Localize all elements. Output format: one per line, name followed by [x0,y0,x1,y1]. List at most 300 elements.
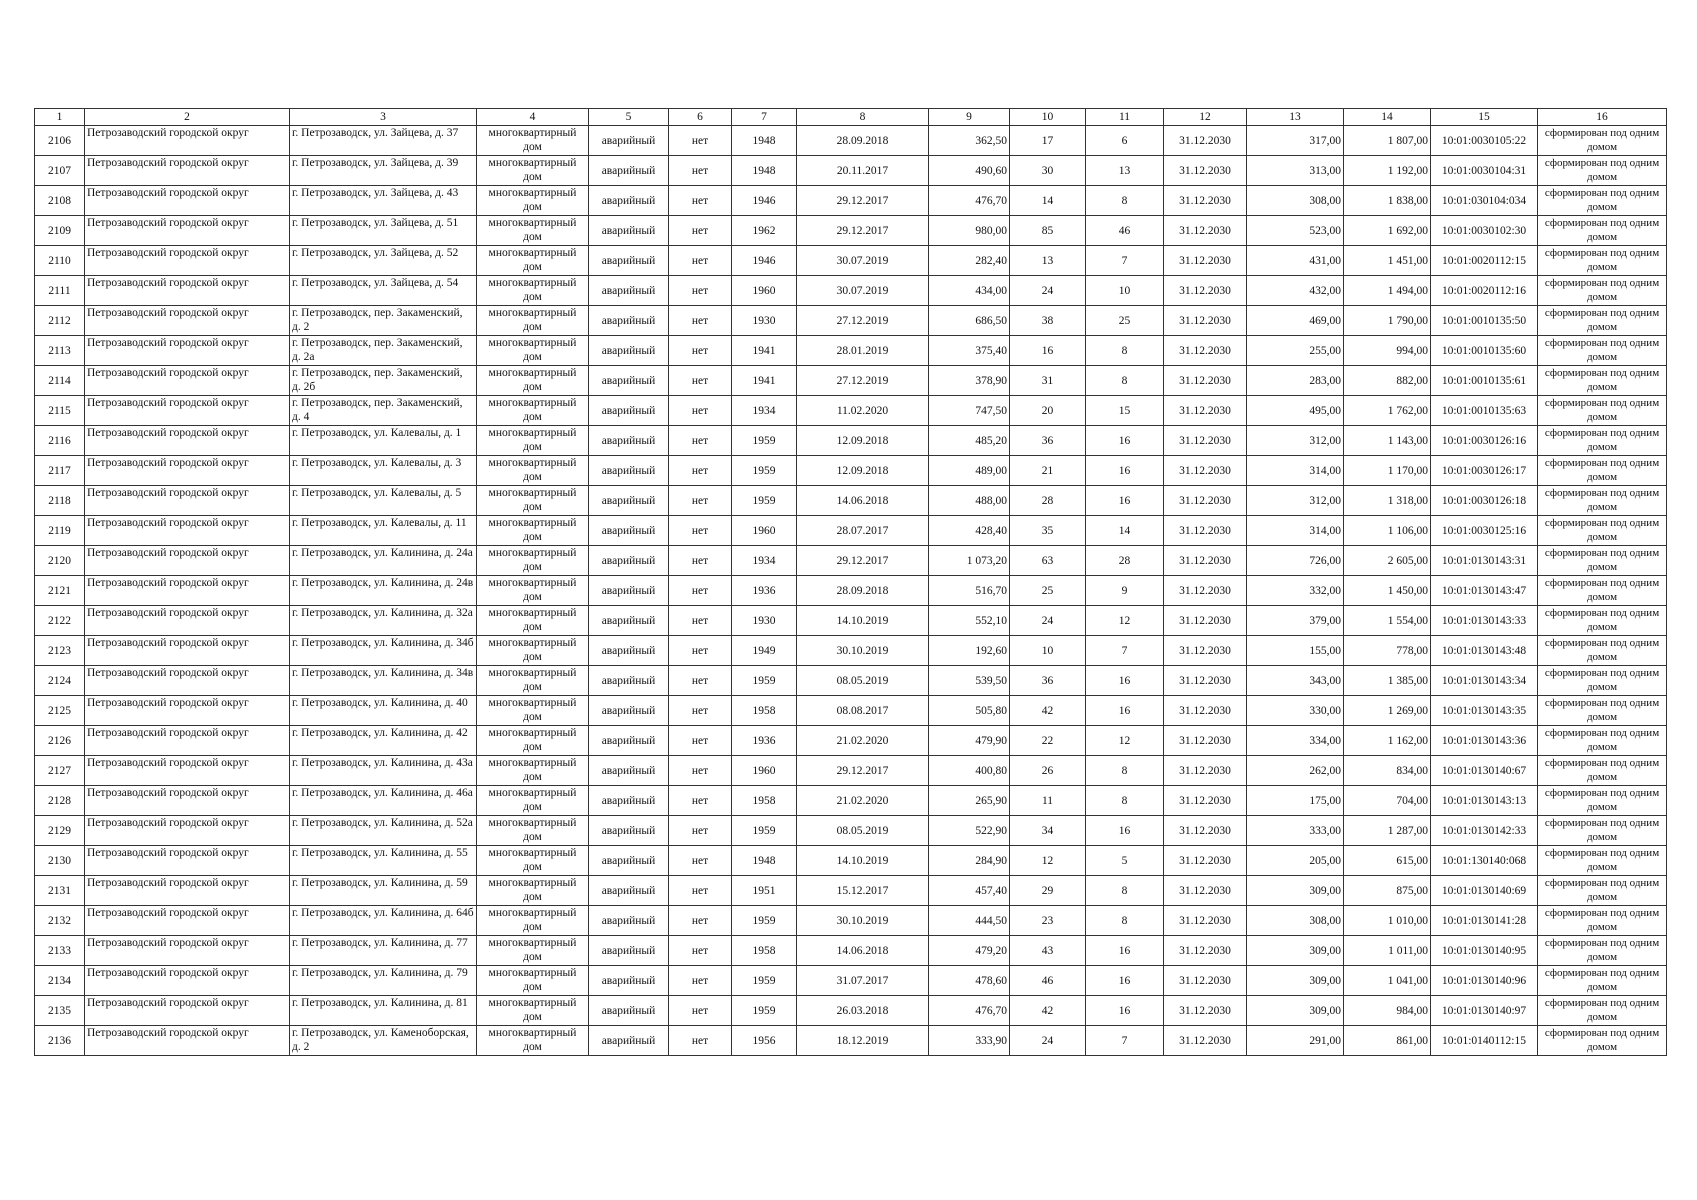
cell-cadastral-number: 10:01:0130143:47 [1431,576,1538,606]
cell-land-status: сформирован под одним домом [1538,276,1667,306]
cell-residents: 29 [1010,876,1086,906]
table-row [35,216,1667,246]
table-row [35,876,1667,906]
cell-cadastral-number: 10:01:0030105:22 [1431,126,1538,156]
housing-registry-table [34,108,1667,1056]
table-row [35,846,1667,876]
cell-relocation-date: 31.12.2030 [1164,1026,1247,1056]
cell-area-2: 343,00 [1247,666,1344,696]
cell-build-year: 1941 [732,366,797,396]
cell-area-2: 332,00 [1247,576,1344,606]
cell-row-number: 2107 [35,156,85,186]
cell-apartments: 16 [1086,936,1164,966]
cell-cadastral-number: 10:01:0010135:50 [1431,306,1538,336]
cell-condition: аварийный [589,666,669,696]
cell-relocation-date: 31.12.2030 [1164,756,1247,786]
cell-build-year: 1946 [732,186,797,216]
table-row [35,936,1667,966]
cell-build-year: 1959 [732,816,797,846]
column-header-10: 10 [1010,109,1086,126]
cell-address: г. Петрозаводск, ул. Зайцева, д. 54 [290,276,477,306]
cell-cadastral-number: 10:01:0130140:95 [1431,936,1538,966]
cell-municipality: Петрозаводский городской округ [85,606,290,636]
cell-address: г. Петрозаводск, ул. Калинина, д. 40 [290,696,477,726]
cell-area-2: 155,00 [1247,636,1344,666]
cell-unsafe-flag: нет [669,906,732,936]
cell-building-type: многоквартирный дом [477,246,589,276]
cell-cadastral-number: 10:01:0130140:69 [1431,876,1538,906]
cell-condition: аварийный [589,876,669,906]
cell-condition: аварийный [589,516,669,546]
cell-area-2: 309,00 [1247,996,1344,1026]
cell-apartments: 16 [1086,666,1164,696]
cell-build-year: 1948 [732,156,797,186]
cell-area: 400,80 [929,756,1010,786]
cell-unsafe-flag: нет [669,516,732,546]
cell-building-type: многоквартирный дом [477,456,589,486]
column-header-1: 1 [35,109,85,126]
cell-build-year: 1941 [732,336,797,366]
cell-apartments: 16 [1086,996,1164,1026]
cell-row-number: 2113 [35,336,85,366]
cell-address: г. Петрозаводск, ул. Калинина, д. 32а [290,606,477,636]
cell-build-year: 1951 [732,876,797,906]
cell-land-status: сформирован под одним домом [1538,516,1667,546]
cell-apartments: 8 [1086,876,1164,906]
cell-address: г. Петрозаводск, ул. Калинина, д. 42 [290,726,477,756]
cell-land-area: 1 838,00 [1344,186,1431,216]
cell-row-number: 2126 [35,726,85,756]
cell-row-number: 2116 [35,426,85,456]
cell-residents: 13 [1010,246,1086,276]
cell-municipality: Петрозаводский городской округ [85,906,290,936]
cell-building-type: многоквартирный дом [477,876,589,906]
cell-area: 428,40 [929,516,1010,546]
cell-land-area: 1 450,00 [1344,576,1431,606]
column-header-5: 5 [589,109,669,126]
cell-address: г. Петрозаводск, ул. Зайцева, д. 37 [290,126,477,156]
cell-land-area: 1 170,00 [1344,456,1431,486]
cell-apartments: 16 [1086,696,1164,726]
cell-unsafe-flag: нет [669,576,732,606]
cell-relocation-date: 31.12.2030 [1164,666,1247,696]
cell-building-type: многоквартирный дом [477,156,589,186]
cell-build-year: 1934 [732,396,797,426]
cell-apartments: 8 [1086,906,1164,936]
cell-unsafe-flag: нет [669,846,732,876]
table-row [35,456,1667,486]
cell-land-status: сформирован под одним домом [1538,816,1667,846]
cell-build-year: 1960 [732,756,797,786]
column-header-11: 11 [1086,109,1164,126]
cell-residents: 36 [1010,426,1086,456]
table-body [35,126,1667,1056]
cell-land-status: сформирован под одним домом [1538,186,1667,216]
cell-cadastral-number: 10:01:0010135:63 [1431,396,1538,426]
cell-land-status: сформирован под одним домом [1538,906,1667,936]
cell-address: г. Петрозаводск, ул. Калинина, д. 59 [290,876,477,906]
cell-municipality: Петрозаводский городской округ [85,696,290,726]
cell-address: г. Петрозаводск, пер. Закаменский, д. 4 [290,396,477,426]
column-header-13: 13 [1247,109,1344,126]
cell-area-2: 205,00 [1247,846,1344,876]
cell-residents: 30 [1010,156,1086,186]
cell-address: г. Петрозаводск, ул. Зайцева, д. 51 [290,216,477,246]
cell-area-2: 255,00 [1247,336,1344,366]
cell-residents: 35 [1010,516,1086,546]
cell-condition: аварийный [589,1026,669,1056]
cell-address: г. Петрозаводск, ул. Зайцева, д. 39 [290,156,477,186]
cell-area-2: 432,00 [1247,276,1344,306]
cell-apartments: 25 [1086,306,1164,336]
cell-municipality: Петрозаводский городской округ [85,336,290,366]
cell-land-status: сформирован под одним домом [1538,996,1667,1026]
cell-area-2: 312,00 [1247,486,1344,516]
cell-relocation-date: 31.12.2030 [1164,696,1247,726]
cell-address: г. Петрозаводск, ул. Калинина, д. 52а [290,816,477,846]
column-header-3: 3 [290,109,477,126]
cell-area-2: 309,00 [1247,876,1344,906]
cell-area-2: 308,00 [1247,186,1344,216]
cell-land-area: 2 605,00 [1344,546,1431,576]
cell-cadastral-number: 10:01:0140112:15 [1431,1026,1538,1056]
cell-land-area: 1 162,00 [1344,726,1431,756]
table-row [35,516,1667,546]
cell-cadastral-number: 10:01:0130143:35 [1431,696,1538,726]
cell-area: 444,50 [929,906,1010,936]
cell-relocation-date: 31.12.2030 [1164,216,1247,246]
cell-condition: аварийный [589,546,669,576]
cell-condition: аварийный [589,906,669,936]
cell-apartments: 46 [1086,216,1164,246]
cell-unsafe-flag: нет [669,426,732,456]
cell-apartments: 16 [1086,456,1164,486]
cell-relocation-date: 31.12.2030 [1164,276,1247,306]
cell-building-type: многоквартирный дом [477,516,589,546]
cell-residents: 26 [1010,756,1086,786]
table-row [35,486,1667,516]
table-row [35,546,1667,576]
cell-unsafe-flag: нет [669,336,732,366]
cell-address: г. Петрозаводск, ул. Зайцева, д. 52 [290,246,477,276]
cell-area: 362,50 [929,126,1010,156]
cell-relocation-date: 31.12.2030 [1164,126,1247,156]
cell-land-status: сформирован под одним домом [1538,786,1667,816]
cell-land-status: сформирован под одним домом [1538,156,1667,186]
column-header-14: 14 [1344,109,1431,126]
cell-land-status: сформирован под одним домом [1538,306,1667,336]
cell-unsafe-flag: нет [669,666,732,696]
cell-municipality: Петрозаводский городской округ [85,156,290,186]
cell-land-status: сформирован под одним домом [1538,966,1667,996]
cell-land-status: сформирован под одним домом [1538,546,1667,576]
cell-apartments: 8 [1086,786,1164,816]
cell-municipality: Петрозаводский городской округ [85,426,290,456]
cell-municipality: Петрозаводский городской округ [85,276,290,306]
cell-condition: аварийный [589,306,669,336]
cell-row-number: 2110 [35,246,85,276]
column-header-9: 9 [929,109,1010,126]
cell-cadastral-number: 10:01:0030104:31 [1431,156,1538,186]
table-row [35,666,1667,696]
cell-residents: 10 [1010,636,1086,666]
cell-build-year: 1960 [732,276,797,306]
cell-apartments: 6 [1086,126,1164,156]
cell-building-type: многоквартирный дом [477,126,589,156]
cell-residents: 28 [1010,486,1086,516]
cell-building-type: многоквартирный дом [477,276,589,306]
cell-building-type: многоквартирный дом [477,486,589,516]
cell-municipality: Петрозаводский городской округ [85,816,290,846]
cell-building-type: многоквартирный дом [477,996,589,1026]
column-header-4: 4 [477,109,589,126]
cell-apartments: 12 [1086,726,1164,756]
cell-recognition-date: 26.03.2018 [797,996,929,1026]
cell-unsafe-flag: нет [669,966,732,996]
cell-unsafe-flag: нет [669,156,732,186]
cell-build-year: 1960 [732,516,797,546]
cell-building-type: многоквартирный дом [477,666,589,696]
cell-cadastral-number: 10:01:0130140:97 [1431,996,1538,1026]
cell-recognition-date: 14.10.2019 [797,846,929,876]
cell-recognition-date: 29.12.2017 [797,186,929,216]
cell-municipality: Петрозаводский городской округ [85,546,290,576]
cell-building-type: многоквартирный дом [477,546,589,576]
cell-address: г. Петрозаводск, ул. Калевалы, д. 3 [290,456,477,486]
cell-apartments: 16 [1086,426,1164,456]
cell-municipality: Петрозаводский городской округ [85,246,290,276]
cell-land-area: 1 041,00 [1344,966,1431,996]
cell-apartments: 9 [1086,576,1164,606]
cell-land-status: сформирован под одним домом [1538,576,1667,606]
cell-unsafe-flag: нет [669,486,732,516]
cell-unsafe-flag: нет [669,306,732,336]
cell-recognition-date: 15.12.2017 [797,876,929,906]
cell-land-status: сформирован под одним домом [1538,216,1667,246]
table-row [35,1026,1667,1056]
cell-address: г. Петрозаводск, ул. Калинина, д. 79 [290,966,477,996]
cell-land-status: сформирован под одним домом [1538,936,1667,966]
cell-row-number: 2131 [35,876,85,906]
cell-relocation-date: 31.12.2030 [1164,606,1247,636]
cell-row-number: 2108 [35,186,85,216]
cell-recognition-date: 30.10.2019 [797,636,929,666]
cell-apartments: 7 [1086,1026,1164,1056]
cell-row-number: 2120 [35,546,85,576]
cell-build-year: 1958 [732,786,797,816]
cell-land-area: 1 106,00 [1344,516,1431,546]
table-row [35,246,1667,276]
cell-area: 516,70 [929,576,1010,606]
cell-relocation-date: 31.12.2030 [1164,816,1247,846]
table-row [35,576,1667,606]
cell-apartments: 8 [1086,186,1164,216]
cell-residents: 12 [1010,846,1086,876]
cell-land-status: сформирован под одним домом [1538,246,1667,276]
cell-condition: аварийный [589,726,669,756]
cell-condition: аварийный [589,426,669,456]
table-row [35,426,1667,456]
cell-apartments: 16 [1086,966,1164,996]
table-row [35,696,1667,726]
cell-area-2: 309,00 [1247,966,1344,996]
cell-build-year: 1959 [732,906,797,936]
cell-apartments: 8 [1086,756,1164,786]
cell-build-year: 1934 [732,546,797,576]
cell-cadastral-number: 10:01:0130143:36 [1431,726,1538,756]
cell-area: 552,10 [929,606,1010,636]
cell-municipality: Петрозаводский городской округ [85,306,290,336]
cell-cadastral-number: 10:01:030104:034 [1431,186,1538,216]
cell-build-year: 1946 [732,246,797,276]
cell-condition: аварийный [589,576,669,606]
cell-build-year: 1949 [732,636,797,666]
cell-land-status: сформирован под одним домом [1538,426,1667,456]
cell-address: г. Петрозаводск, ул. Калинина, д. 77 [290,936,477,966]
column-header-6: 6 [669,109,732,126]
cell-row-number: 2128 [35,786,85,816]
cell-land-status: сформирован под одним домом [1538,756,1667,786]
cell-residents: 42 [1010,996,1086,1026]
cell-address: г. Петрозаводск, ул. Калевалы, д. 1 [290,426,477,456]
cell-condition: аварийный [589,246,669,276]
table-row [35,396,1667,426]
cell-row-number: 2121 [35,576,85,606]
cell-address: г. Петрозаводск, ул. Калинина, д. 64б [290,906,477,936]
cell-municipality: Петрозаводский городской округ [85,666,290,696]
cell-recognition-date: 14.10.2019 [797,606,929,636]
cell-relocation-date: 31.12.2030 [1164,396,1247,426]
table-row [35,606,1667,636]
cell-municipality: Петрозаводский городской округ [85,846,290,876]
cell-apartments: 8 [1086,336,1164,366]
cell-recognition-date: 30.10.2019 [797,906,929,936]
cell-municipality: Петрозаводский городской округ [85,516,290,546]
cell-residents: 36 [1010,666,1086,696]
cell-relocation-date: 31.12.2030 [1164,936,1247,966]
column-header-8: 8 [797,109,929,126]
cell-residents: 63 [1010,546,1086,576]
cell-land-area: 882,00 [1344,366,1431,396]
cell-municipality: Петрозаводский городской округ [85,216,290,246]
cell-build-year: 1959 [732,996,797,1026]
cell-cadastral-number: 10:01:0020112:16 [1431,276,1538,306]
cell-relocation-date: 31.12.2030 [1164,366,1247,396]
cell-land-status: сформирован под одним домом [1538,336,1667,366]
cell-residents: 17 [1010,126,1086,156]
cell-apartments: 28 [1086,546,1164,576]
cell-land-status: сформирован под одним домом [1538,666,1667,696]
cell-residents: 25 [1010,576,1086,606]
cell-apartments: 8 [1086,366,1164,396]
cell-recognition-date: 12.09.2018 [797,456,929,486]
cell-land-area: 704,00 [1344,786,1431,816]
cell-land-area: 1 011,00 [1344,936,1431,966]
cell-area: 485,20 [929,426,1010,456]
cell-relocation-date: 31.12.2030 [1164,456,1247,486]
cell-recognition-date: 21.02.2020 [797,726,929,756]
cell-municipality: Петрозаводский городской округ [85,636,290,666]
cell-residents: 31 [1010,366,1086,396]
cell-area: 434,00 [929,276,1010,306]
cell-apartments: 16 [1086,816,1164,846]
cell-build-year: 1959 [732,666,797,696]
table-row [35,126,1667,156]
cell-residents: 38 [1010,306,1086,336]
cell-area: 747,50 [929,396,1010,426]
cell-residents: 24 [1010,1026,1086,1056]
cell-cadastral-number: 10:01:0030102:30 [1431,216,1538,246]
cell-condition: аварийный [589,786,669,816]
cell-land-area: 1 451,00 [1344,246,1431,276]
cell-recognition-date: 12.09.2018 [797,426,929,456]
cell-area: 284,90 [929,846,1010,876]
cell-condition: аварийный [589,996,669,1026]
table-row [35,336,1667,366]
cell-cadastral-number: 10:01:0010135:60 [1431,336,1538,366]
cell-land-status: сформирован под одним домом [1538,606,1667,636]
cell-cadastral-number: 10:01:0130143:33 [1431,606,1538,636]
cell-condition: аварийный [589,336,669,366]
cell-unsafe-flag: нет [669,936,732,966]
cell-relocation-date: 31.12.2030 [1164,996,1247,1026]
cell-build-year: 1959 [732,486,797,516]
cell-unsafe-flag: нет [669,696,732,726]
table-row [35,966,1667,996]
cell-building-type: многоквартирный дом [477,726,589,756]
cell-condition: аварийный [589,636,669,666]
cell-area-2: 283,00 [1247,366,1344,396]
cell-unsafe-flag: нет [669,996,732,1026]
cell-land-area: 1 010,00 [1344,906,1431,936]
cell-recognition-date: 30.07.2019 [797,246,929,276]
cell-relocation-date: 31.12.2030 [1164,906,1247,936]
cell-apartments: 13 [1086,156,1164,186]
cell-unsafe-flag: нет [669,126,732,156]
cell-apartments: 14 [1086,516,1164,546]
cell-land-area: 1 143,00 [1344,426,1431,456]
cell-residents: 14 [1010,186,1086,216]
cell-row-number: 2111 [35,276,85,306]
cell-area: 479,90 [929,726,1010,756]
cell-recognition-date: 18.12.2019 [797,1026,929,1056]
cell-building-type: многоквартирный дом [477,756,589,786]
cell-build-year: 1930 [732,306,797,336]
cell-unsafe-flag: нет [669,366,732,396]
cell-land-status: сформирован под одним домом [1538,636,1667,666]
cell-land-area: 861,00 [1344,1026,1431,1056]
cell-building-type: многоквартирный дом [477,396,589,426]
cell-unsafe-flag: нет [669,276,732,306]
table-row [35,726,1667,756]
cell-address: г. Петрозаводск, пер. Закаменский, д. 2б [290,366,477,396]
cell-municipality: Петрозаводский городской округ [85,786,290,816]
cell-unsafe-flag: нет [669,876,732,906]
cell-condition: аварийный [589,846,669,876]
cell-address: г. Петрозаводск, пер. Закаменский, д. 2 [290,306,477,336]
cell-row-number: 2117 [35,456,85,486]
cell-land-status: сформирован под одним домом [1538,1026,1667,1056]
cell-municipality: Петрозаводский городской округ [85,576,290,606]
cell-municipality: Петрозаводский городской округ [85,756,290,786]
cell-municipality: Петрозаводский городской округ [85,456,290,486]
cell-build-year: 1959 [732,456,797,486]
cell-area: 476,70 [929,996,1010,1026]
cell-relocation-date: 31.12.2030 [1164,186,1247,216]
cell-unsafe-flag: нет [669,756,732,786]
cell-residents: 46 [1010,966,1086,996]
cell-unsafe-flag: нет [669,1026,732,1056]
